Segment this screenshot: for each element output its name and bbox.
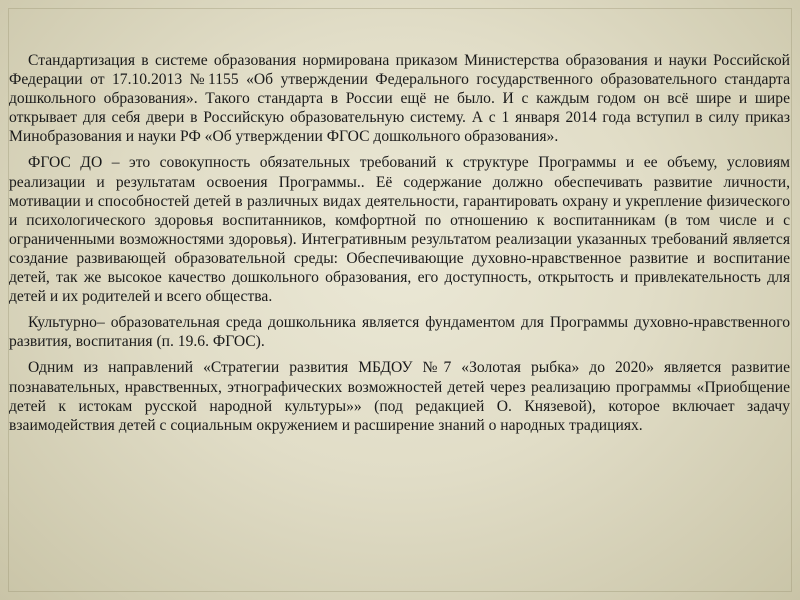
paragraph-fgos-definition: ФГОС ДО – это совокупность обязательных требований к структуре Программы и ее объему, условиям реализации и результатам освоения Программы.. Её содержание должно обеспечивать развитие личности, мотивации и способностей детей в различных видах деятельности, гарантировать охрану и укрепление физического и психологического здоровья воспитанников, комфортной по отношению к воспитанникам (в том числе и с ограниченными возможностями здоровья). Интегративным результатом реализации указанных требований является создание развивающей образовательной среды: Обеспечивающие духовно-нравственное развитие и воспитание детей, так же высокое качество дошкольного образования, его доступность, открытость и привлекательность для детей и их родителей и всего общества. [9, 154, 790, 306]
paragraph-development-strategy: Одним из направлений «Стратегии развития МБДОУ №7 «Золотая рыбка» до 2020» является развитие познавательных, нравственных, этнографических возможностей детей через реализацию программы «Приобщение детей к истокам русской народной культуры»» (под редакцией О. Князевой), которое включает задачу взаимодействия детей с социальным окружением и расширение знаний о народных традициях. [9, 359, 790, 434]
slide-text-box [9, 51, 790, 435]
paragraph-cultural-environment: Культурно– образовательная среда дошкольника является фундаментом для Программы духовно-нравственного развития, воспитания (п. 19.6. ФГОС). [9, 314, 790, 351]
paragraph-standardization: Стандартизация в системе образования нормирована приказом Министерства образования и науки Российской Федерации от 17.10.2013 №1155 «Об утверждении Федерального государственного образовательного стандарта дошкольного образования». Такого стандарта в России ещё не было. И с каждым годом он всё шире и шире открывает для себя двери в Российскую образовательную систему. А с 1 января 2014 года вступил в силу приказ Минобразования и науки РФ «Об утверждении ФГОС дошкольного образования». [9, 52, 790, 146]
